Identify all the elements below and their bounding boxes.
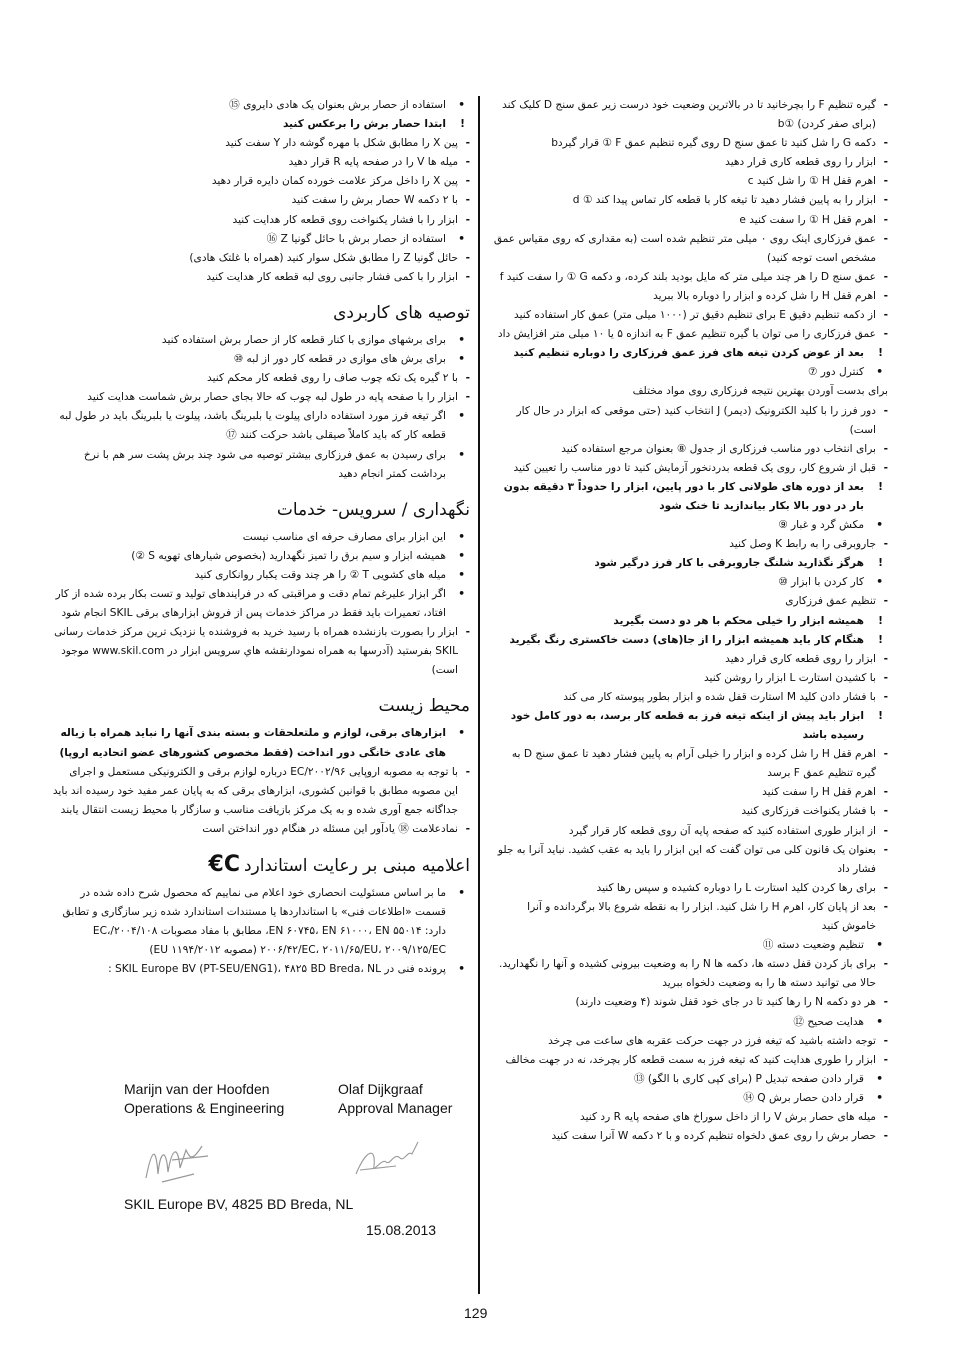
- list-item: [52, 763, 470, 820]
- ce-section-title: اعلامیه مبنی بر رعایت استانداردC€: [208, 852, 470, 877]
- bullet-icon: •: [876, 1072, 883, 1085]
- list-item: [493, 573, 888, 592]
- signatory-1: [124, 1080, 284, 1118]
- list-item-text: توجه داشته باشید که تیغه فرز در جهت حرکت عقربه های ساعت می چرخد: [548, 1034, 876, 1047]
- bullet-icon: •: [458, 410, 465, 423]
- list-item-text: حائل گونیا Z را مطابق شکل سوار کنید (همراه با غلتک هادی): [189, 251, 458, 264]
- dash-icon: -: [883, 137, 888, 150]
- list-item-text: ابزار را طوری هدایت کنید که تیغه فرز به سمت قطعه کار بچرخد، نه در جهت مخالف: [505, 1053, 876, 1066]
- section-title: نگهداری / سرویس- خدمات: [276, 499, 470, 520]
- list-item-text: هنگام کار باید همیشه ابزار را از جا(های) دست خاکستری رنگ بگیرید: [509, 633, 864, 646]
- list-item: [52, 211, 470, 230]
- dash-icon: -: [465, 194, 470, 207]
- dash-icon: -: [883, 671, 888, 684]
- list-item: [493, 592, 888, 611]
- dash-icon: -: [883, 690, 888, 703]
- list-item-text: قبل از شروع کار، روی یک قطعه بدردنخور آزمایش کنید تا دور مناسب را تعیین کنید: [513, 461, 876, 474]
- bullet-icon: •: [458, 353, 465, 366]
- dash-icon: -: [465, 251, 470, 264]
- list-item: [493, 879, 888, 898]
- list-item: [52, 528, 470, 547]
- dash-icon: -: [465, 391, 470, 404]
- dash-icon: -: [883, 843, 888, 856]
- list-item: [493, 211, 888, 230]
- list-item-text: دکمه G را شل کنید تا عمق سنج D روی گیره تنظیم عمق F ① قرار گیردb: [551, 137, 876, 150]
- list-item-text: عمق فرزکاری اینک روی ۰ میلی متر تنظیم شده است (به مقداری که روی مقیاس عمق مشخص است توجه کنید): [493, 232, 876, 264]
- signatory-1-role: Operations & Engineering: [124, 1100, 285, 1116]
- list-item: [493, 1089, 888, 1108]
- list-item: [493, 535, 888, 554]
- list-item: [493, 1127, 888, 1146]
- list-item: [52, 388, 470, 407]
- signature-2-scribble: [352, 1140, 424, 1180]
- list-item: [52, 350, 470, 369]
- dash-icon: -: [883, 213, 888, 226]
- list-item: [52, 585, 470, 623]
- dash-icon: -: [465, 626, 470, 639]
- list-item: [52, 566, 470, 585]
- dash-icon: -: [465, 213, 470, 226]
- list-item: [493, 382, 888, 401]
- list-item: [493, 440, 888, 459]
- section-title: توصیه های کاربردی: [333, 302, 470, 323]
- list-item-text: کنترل دور ⑦: [807, 366, 864, 379]
- signatory-1-name: Marijn van der Hoofden: [124, 1081, 270, 1097]
- right-column: [493, 96, 888, 1146]
- list-item-text: برای رها کردن کلید استارت L را دوباره کشیده و سپس رها کنید: [596, 881, 876, 894]
- section-list: [52, 724, 470, 839]
- dash-icon: -: [883, 156, 888, 169]
- bullet-icon: •: [458, 99, 465, 111]
- list-item-text: تنظیم وضعیت دسته ⑪: [762, 939, 864, 952]
- list-item: [493, 325, 888, 344]
- dash-icon: -: [883, 1130, 888, 1143]
- list-item: [52, 172, 470, 191]
- list-item: [493, 363, 888, 382]
- dash-icon: -: [883, 328, 888, 341]
- dash-icon: -: [883, 1110, 888, 1123]
- dash-icon: -: [883, 270, 888, 283]
- list-item-text: ابزار را با فشار یکنواخت روی قطعه کار هدایت کنید: [232, 213, 458, 226]
- list-item: [493, 1032, 888, 1051]
- bullet-icon: •: [458, 568, 465, 581]
- bullet-icon: •: [876, 939, 883, 952]
- list-item: [493, 306, 888, 325]
- list-item-text: قرار دادن صفحه تبدیل P (برای کپی کاری با الگو) ⑬: [633, 1072, 864, 1085]
- list-item-text: با ۲ گیره یک تکه چوب صاف را روی قطعه کار محکم کنید: [207, 372, 458, 385]
- dash-icon: -: [883, 309, 888, 322]
- list-item: [52, 96, 470, 115]
- list-item: [493, 516, 888, 535]
- list-item-text: اهرم قفل H ① را سفت کنید e: [739, 213, 876, 226]
- list-item: [52, 191, 470, 210]
- list-item: [52, 623, 470, 680]
- signatory-2-name: Olaf Dijkgraaf: [338, 1081, 423, 1097]
- list-item-text: پین X را داخل مرکز علامت خورده کمان دایره قرار دهید: [211, 175, 458, 188]
- left-column: [52, 96, 470, 979]
- dash-icon: -: [883, 1053, 888, 1066]
- declaration-date: 15.08.2013: [366, 1222, 437, 1238]
- bullet-icon: •: [876, 519, 883, 532]
- list-item: [493, 745, 888, 783]
- dash-icon: -: [883, 1034, 888, 1047]
- list-item-text: اهرم قفل H را سفت کنید: [762, 786, 876, 799]
- dash-icon: -: [465, 822, 470, 835]
- warning-mark-icon: !: [878, 710, 883, 722]
- list-item-text: نمادعلامت ⑱ یادآور این مسئله در هنگام دور انداختن است: [202, 822, 458, 835]
- list-item: [493, 955, 888, 993]
- list-item: [52, 249, 470, 268]
- bullet-icon: •: [458, 963, 465, 976]
- list-item-text: برای برش های موازی در قطعه کار دور از لبه ⑩: [233, 353, 446, 366]
- list-item-text: ابزارهای برقی، لوازم و ملتعلحقات و بسته بندی آنها را نباید همراه با زباله های عادی خانگی دور انداخت (فقط مخصوص کشورهای عضو اتحادیه اروپا): [59, 727, 446, 759]
- dash-icon: -: [883, 289, 888, 302]
- list-item-text: از دکمه تنظیم دقیق E برای تنظیم دقیق تر (۱۰۰۰ میلی متر) عمق کار استفاده کنید: [514, 309, 876, 322]
- bullet-icon: •: [458, 887, 465, 899]
- left-top-list: [52, 96, 470, 287]
- list-item-text: اگر ابزار علیرغم تمام دقت و مراقبتی که در فرایندهای تولید و تست بکار برده شده از کار افتاد، تعمیرات باید فقط در مراکز خدمات پس از فروش ابزارهای برقی SKIL انجام شود: [55, 587, 446, 620]
- list-item-text: با ۲ دکمه W حصار برش را سفت کنید: [291, 194, 458, 207]
- list-item: [493, 1013, 888, 1032]
- list-item-text: هرگز نگذارید شلنگ جاروبرقی با کار فرز درگیر شود: [594, 557, 864, 570]
- bullet-icon: •: [458, 333, 465, 346]
- list-item: [52, 547, 470, 566]
- list-item-text: با فشار یکنواخت فرزکاری کنید: [741, 805, 876, 818]
- list-item-text: کار کردن با ابزار ⑩: [778, 576, 864, 589]
- dash-icon: -: [883, 652, 888, 665]
- signature-1-scribble: [142, 1138, 214, 1188]
- list-item: [493, 344, 888, 363]
- list-item-text: پین X را مطابق شکل با مهره گوشه دار Y سفت کنید: [225, 137, 458, 150]
- list-item-text: جاروبرقی را به رابط K وصل کنید: [729, 538, 876, 551]
- list-item: [493, 554, 888, 573]
- list-item-text: برای باز کردن قفل دسته ها، دکمه ها N را به وضعیت بیرونی کشیده و آنها را نگهدارید. حالا می توانید دسته ها را به وضعیت دلخواه ببرید: [499, 958, 876, 990]
- list-item-text: میله های کشویی T ② را هر چند وقت یکبار روانکاری کنید: [194, 568, 446, 581]
- list-item-text: میله ها V را در صفحه پایه R قرار دهید: [288, 156, 458, 169]
- list-item-text: اهرم قفل H را شل کرده و ابزار را خیلی آرام به پایین فشار دهید تا عمق سنج D به گیره تنظیم عمق F برسد: [511, 748, 876, 780]
- warning-mark-icon: !: [878, 480, 883, 493]
- bullet-icon: •: [458, 530, 465, 543]
- bullet-icon: •: [458, 232, 465, 245]
- list-item-text: برای رسیدن به عمق فرزکاری بیشتر توصیه می شود چند برش پشت سر هم با نرخ برداشت کمتر انجام دهید: [83, 448, 446, 480]
- bullet-icon: •: [458, 549, 465, 562]
- list-item: [52, 724, 470, 762]
- list-item: [52, 331, 470, 350]
- list-item: [52, 134, 470, 153]
- list-item-text: مکش گرد و غبار ⑨: [778, 519, 864, 532]
- list-item: [493, 1108, 888, 1127]
- list-item: [493, 631, 888, 650]
- warning-mark-icon: !: [878, 347, 883, 360]
- list-item: [52, 820, 470, 839]
- list-item: [493, 993, 888, 1012]
- list-item: [493, 134, 888, 153]
- dash-icon: -: [465, 765, 470, 778]
- bullet-icon: •: [876, 366, 883, 379]
- list-item-text: تنظیم عمق فرزکاری: [785, 595, 876, 608]
- list-item: [493, 936, 888, 955]
- list-item-text: میله های حصار برش V را از داخل سوراخ های صفحه پایه R رد کنید: [580, 1110, 876, 1123]
- list-item: [52, 230, 470, 249]
- list-item: [52, 407, 470, 445]
- dash-icon: -: [883, 805, 888, 818]
- list-item-text: هر دو دکمه N را رها کنید تا در جای خود قفل شوند (۴ وضعیت دارند): [575, 996, 876, 1009]
- list-item-text: استفاده از حصار برش بعنوان یک هادی دایروی ⑮: [229, 99, 446, 111]
- dash-icon: -: [883, 538, 888, 551]
- warning-mark-icon: !: [878, 614, 883, 627]
- dash-icon: -: [883, 99, 888, 111]
- list-item: [52, 153, 470, 172]
- list-item: [493, 650, 888, 669]
- list-item: [52, 115, 470, 134]
- section-title: محیط زیست: [378, 696, 470, 717]
- dash-icon: -: [883, 175, 888, 188]
- list-item-text: این ابزار برای مصارف حرفه ای مناسب نیست: [242, 530, 446, 543]
- dash-icon: -: [883, 232, 888, 245]
- list-item-text: اگر تیغه فرز مورد استفاده دارای پیلوت یا بلبرینگ باشد، پیلوت یا بلبرینگ باید در طول لبه قطعه کار که باید کاملاً صیقلی باشد حرکت کنند ⑰: [59, 410, 446, 442]
- sections: [52, 301, 470, 839]
- dash-icon: -: [883, 595, 888, 608]
- dash-icon: -: [883, 194, 888, 207]
- list-item: [493, 669, 888, 688]
- dash-icon: -: [883, 900, 888, 913]
- dash-icon: -: [883, 404, 888, 417]
- list-item-text: با کشیدن استارت L ابزار را روشن کنید: [703, 671, 876, 684]
- list-item: [493, 898, 888, 936]
- list-item-text: همیشه ابزار و سیم برق را تمیز نگهدارید (بخصوص شیارهای تهویه S ②): [131, 549, 446, 562]
- list-item-text: ابزار را روی قطعه کاری قرار دهید: [725, 156, 876, 169]
- dash-icon: -: [883, 881, 888, 894]
- warning-mark-icon: !: [878, 557, 883, 570]
- bullet-icon: •: [458, 587, 465, 600]
- list-item: [52, 884, 470, 960]
- list-item-text: ابتدا حصار برش را برعکس کنید: [282, 118, 446, 131]
- list-item: [52, 960, 470, 979]
- list-item: [493, 402, 888, 440]
- list-item-text: برای انتخاب دور مناسب فرزکاری از جدول ⑧ بعنوان مرجع استفاده کنید: [561, 442, 876, 455]
- list-item-text: از ابزار طوری استفاده کنید که صفحه پایه آن روی قطعه کار قرار گیرد: [568, 824, 876, 837]
- list-item-text: بعد از پایان کار، اهرم H را شل کنید. ابزار را به نقطه شروع بالا برگردانده و آنرا خاموش کنید: [527, 900, 876, 933]
- list-item: [493, 287, 888, 306]
- list-item: [493, 96, 888, 134]
- dash-icon: -: [883, 824, 888, 837]
- list-item-text: پرونده فنی در SKIL Europe BV (PT-SEU/ENG1)، ۴۸۲۵ BD Breda، NL :: [108, 963, 446, 976]
- dash-icon: -: [883, 748, 888, 761]
- dash-icon: -: [465, 175, 470, 188]
- list-item-text: همیشه ابزار را خیلی محکم با هر دو دست بگیرید: [613, 614, 864, 627]
- dash-icon: -: [883, 996, 888, 1009]
- warning-mark-icon: !: [460, 118, 465, 131]
- bullet-icon: •: [876, 576, 883, 589]
- list-item: [493, 478, 888, 516]
- page-number: 129: [464, 1305, 488, 1321]
- list-item: [493, 172, 888, 191]
- list-item: [493, 191, 888, 210]
- list-item: [493, 153, 888, 172]
- dash-icon: -: [465, 372, 470, 385]
- list-item-text: با فشار دادن کلید M استارت قفل شده و ابزار بطور پیوسته کار می کند: [563, 690, 876, 703]
- ce-items: [52, 884, 470, 979]
- list-item-text: ابزار را به پایین فشار دهید تا تیغه کار با قطعه کار تماس پیدا کند ① d: [572, 194, 876, 207]
- warning-mark-icon: !: [878, 633, 883, 646]
- list-item-text: بعد از عوض کردن تیغه های فرز عمق فرزکاری را دوباره تنظیم کنید: [513, 347, 864, 360]
- column-divider: [478, 96, 480, 1294]
- list-item: [493, 822, 888, 841]
- dash-icon: -: [883, 442, 888, 455]
- list-item-text: ابزار را بصورت بازنشده همراه با رسید خرید به فروشنده یا نزدیک ترین مرکز خدمات رسانی SKIL بفرستید (آدرسها به همراه نمودارنقشه هاي سرويس ابزار در www.skil.com موجود است): [54, 626, 458, 677]
- bullet-icon: •: [876, 1091, 883, 1104]
- list-item-text: ابزار باید پیش از اینکه تیغه فرز به قطعه کار برسد، به دور کامل خود رسیده باشد: [510, 710, 864, 742]
- list-item-text: اهرم قفل H ① را شل کنید c: [747, 175, 876, 188]
- list-item: [493, 707, 888, 745]
- list-item-text: بعد از دوره های طولانی کار با دور پایین، ابزار را حدوداً ۳ دقیقه بدون بار در دور بالا بکار بیاندازید تا خنک شود: [503, 480, 864, 512]
- list-item: [493, 802, 888, 821]
- list-item: [493, 268, 888, 287]
- list-item: [493, 459, 888, 478]
- dash-icon: -: [465, 156, 470, 169]
- bullet-icon: •: [458, 448, 465, 461]
- list-item-text: عمق فرزکاری را می توان با گیره تنظیم عمق F به اندازه ۵ یا ۱۰ میلی متر افزایش داد: [497, 328, 876, 341]
- signatory-2: [338, 1080, 452, 1118]
- list-item: [493, 1051, 888, 1070]
- section-list: [52, 331, 470, 484]
- list-item: [52, 268, 470, 287]
- list-item-text: هدایت صحیح ⑫: [793, 1015, 864, 1028]
- list-item-text: ابزار را روی قطعه کاری قرار دهید: [725, 652, 876, 665]
- list-item: [493, 230, 888, 268]
- list-item-text: عمق سنج D را هر چند میلی متر که مایل بودید بلند کرده، و دکمه G ① را سفت کنید f: [499, 270, 876, 283]
- list-item: [493, 612, 888, 631]
- ce-mark-icon: C€: [208, 852, 240, 877]
- bullet-icon: •: [876, 1015, 883, 1028]
- list-item-text: ما بر اساس مسئولیت انحصاری خود اعلام می نماییم که محصول شرح داده شده در قسمت «اطلاعات فنی» با استانداردها یا مستندات استاندارد شده زیر سازگاری و تطابق دارد: EN ۶۰۷۴۵، EN ۶۱۰۰۰، EN ۵۵۰۱۴، مطابق با مفاد مصوبات ۲۰۰۴/۱۰۸/EC، ۲۰۰۶/۴۲/EC، ۲۰۱۱/۶۵/EU، ۲۰۰۹/۱۲۵/EC (مصوبه ۱۱۹۴/۲۰۱۲ EU): [62, 887, 446, 957]
- list-item-text: حصار برش را روی عمق دلخواه تنظیم کرده و با ۲ دکمه W آنرا سفت کنید: [551, 1130, 876, 1143]
- company-address: SKIL Europe BV, 4825 BD Breda, NL: [124, 1196, 354, 1212]
- list-item-text: با توجه به مصوبه اروپایی ۲۰۰۲/۹۶/EC درباره لوازم برقی و الکترونیکی مستعمل و اجرای این مصوبه مطابق با قوانین کشوری، ابزارهای برقی که به پایان عمر مفید خود رسیده اند باید جداگانه جمع آوری شده و به یک مرکز بازیافت مناسب و سازگار با محیط زیست انتقال یابند: [52, 765, 458, 816]
- section-list: [52, 528, 470, 681]
- signatory-2-role: Approval Manager: [338, 1100, 453, 1116]
- list-item-text: استفاده از حصار برش با حائل گونیا Z ⑯: [266, 232, 446, 245]
- list-item-text: ابزار را با کمی فشار جانبی روی لبه قطعه کار هدایت کنید: [206, 270, 458, 283]
- dash-icon: -: [465, 270, 470, 283]
- dash-icon: -: [883, 958, 888, 971]
- list-item-text: ابزار را با صفحه پایه در طول لبه چوب که حالا بجای حصار برش شماست هدایت کنید: [87, 391, 458, 404]
- list-item-text: برای بدست آوردن بهترین نتیجه فرزکاری روی مواد مختلف: [632, 385, 888, 398]
- list-item-text: برای برشهای موازی با کنار قطعه کار از حصار برش استفاده کنید: [161, 333, 446, 346]
- dash-icon: -: [465, 137, 470, 150]
- list-item: [52, 369, 470, 388]
- dash-icon: -: [883, 461, 888, 474]
- dash-icon: -: [883, 786, 888, 799]
- bullet-icon: •: [458, 727, 465, 740]
- list-item-text: قرار دادن حصار برش Q ⑭: [743, 1091, 864, 1104]
- list-item-text: بعنوان یک قانون کلی می توان گفت که این ابزار را باید به عقب کشید. نباید آنرا به جلو فشار داد: [497, 843, 876, 875]
- list-item: [493, 688, 888, 707]
- list-item-text: اهرم قفل H را شل کرده و ابزار را دوباره بالا ببرید: [653, 289, 876, 302]
- list-item: [493, 783, 888, 802]
- list-item: [493, 841, 888, 879]
- list-item: [493, 1070, 888, 1089]
- list-item-text: دور فرز را با کلید الکترونیک (دیمر) J انتخاب کنید (حتی موقعی که ابزار در حال کار است): [516, 404, 876, 436]
- list-item: [52, 446, 470, 484]
- list-item-text: گیره تنظیم F را بچرخانید تا در بالاترین وضعیت خود درست زیر عمق سنج D کلیک کند (برای صفر کردن) ①b: [502, 99, 876, 131]
